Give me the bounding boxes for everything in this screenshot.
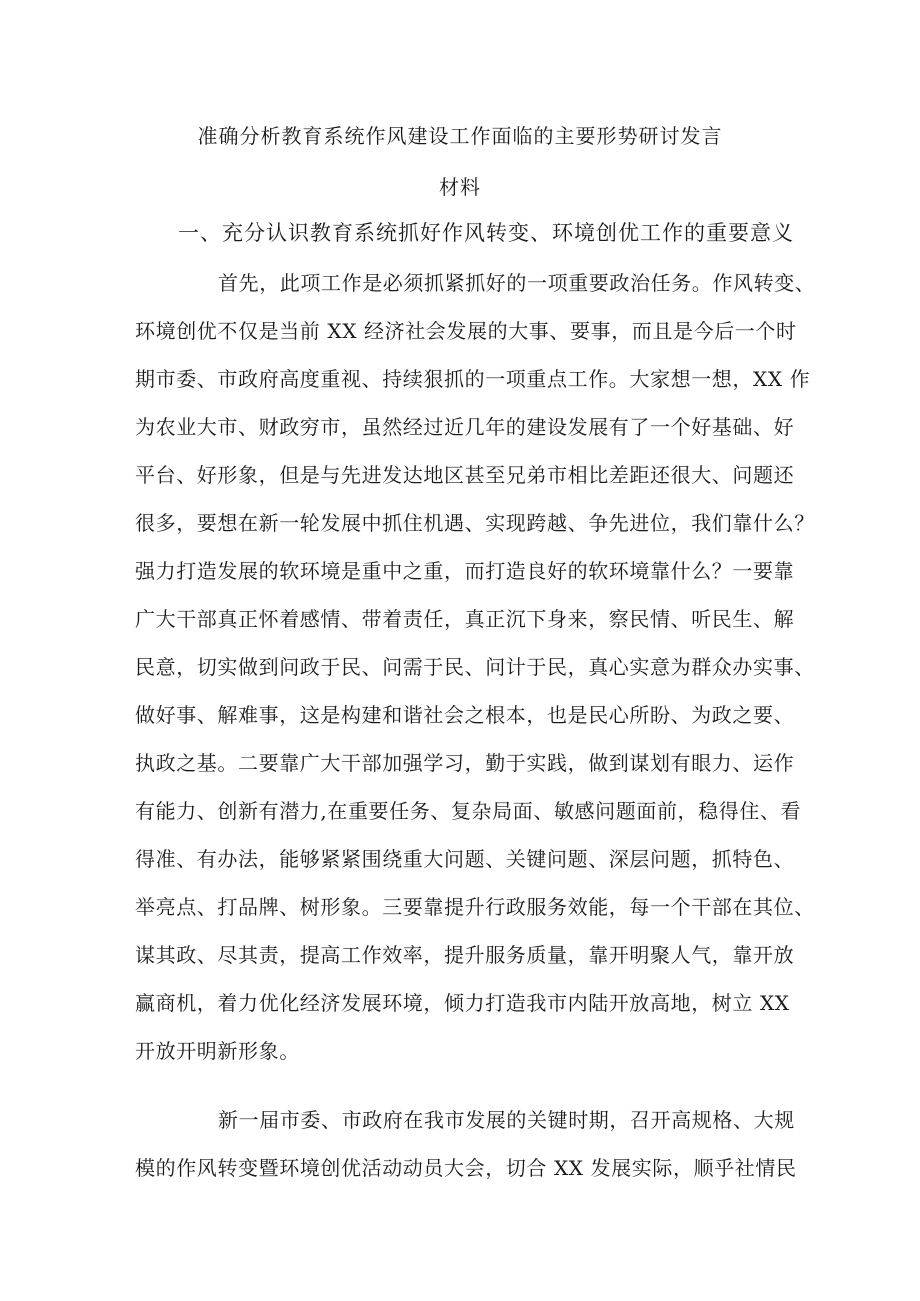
- paragraph-line: 强力打造发展的软环境是重中之重，而打造良好的软环境靠什么？一要靠: [135, 559, 795, 583]
- paragraph-line: 很多，要想在新一轮发展中抓住机遇、实现跨越、争先进位，我们靠什么？: [135, 511, 815, 535]
- paragraph-line: 模的作风转变暨环境创优活动动员大会，切合 XX 发展实际，顺乎社情民: [135, 1156, 797, 1180]
- section-heading: 一、充分认识教育系统抓好作风转变、环境创优工作的重要意义: [178, 221, 794, 245]
- paragraph-line: 举亮点、打品牌、树形象。三要靠提升行政服务效能，每一个干部在其位、: [135, 895, 815, 919]
- paragraph-line: 首先，此项工作是必须抓紧抓好的一项重要政治任务。作风转变、: [218, 271, 816, 295]
- paragraph-line: 平台、好形象，但是与先进发达地区甚至兄弟市相比差距还很大、问题还: [135, 463, 795, 487]
- paragraph-line: 为农业大市、财政穷市，虽然经过近几年的建设发展有了一个好基础、好: [135, 415, 795, 439]
- paragraph-line: 新一届市委、市政府在我市发展的关键时期，召开高规格、大规: [218, 1108, 795, 1132]
- document-title-line-1: 准确分析教育系统作风建设工作面临的主要形势研讨发言: [197, 124, 723, 148]
- paragraph-line: 执政之基。二要靠广大干部加强学习，勤于实践，做到谋划有眼力、运作: [135, 751, 795, 775]
- paragraph-line: 赢商机，着力优化经济发展环境，倾力打造我市内陆开放高地，树立 XX: [135, 991, 790, 1015]
- paragraph-line: 做好事、解难事，这是构建和谐社会之根本，也是民心所盼、为政之要、: [135, 703, 795, 727]
- paragraph-line: 环境创优不仅是当前 XX 经济社会发展的大事、要事，而且是今后一个时: [135, 319, 797, 343]
- paragraph-line: 谋其政、尽其责，提高工作效率，提升服务质量，靠开明聚人气，靠开放: [135, 943, 795, 967]
- paragraph-line: 广大干部真正怀着感情、带着责任，真正沉下身来，察民情、听民生、解: [135, 607, 795, 631]
- paragraph-line: 民意，切实做到问政于民、问需于民、问计于民，真心实意为群众办实事、: [135, 655, 815, 679]
- paragraph-line: 得准、有办法，能够紧紧围绕重大问题、关键问题、深层问题，抓特色、: [135, 847, 795, 871]
- document-title-line-2: 材料: [439, 175, 481, 199]
- paragraph-line: 有能力、创新有潜力,在重要任务、复杂局面、敏感问题面前，稳得住、看: [135, 799, 802, 823]
- paragraph-line: 期市委、市政府高度重视、持续狠抓的一项重点工作。大家想一想，XX 作: [135, 367, 811, 391]
- paragraph-line: 开放开明新形象。: [135, 1039, 300, 1063]
